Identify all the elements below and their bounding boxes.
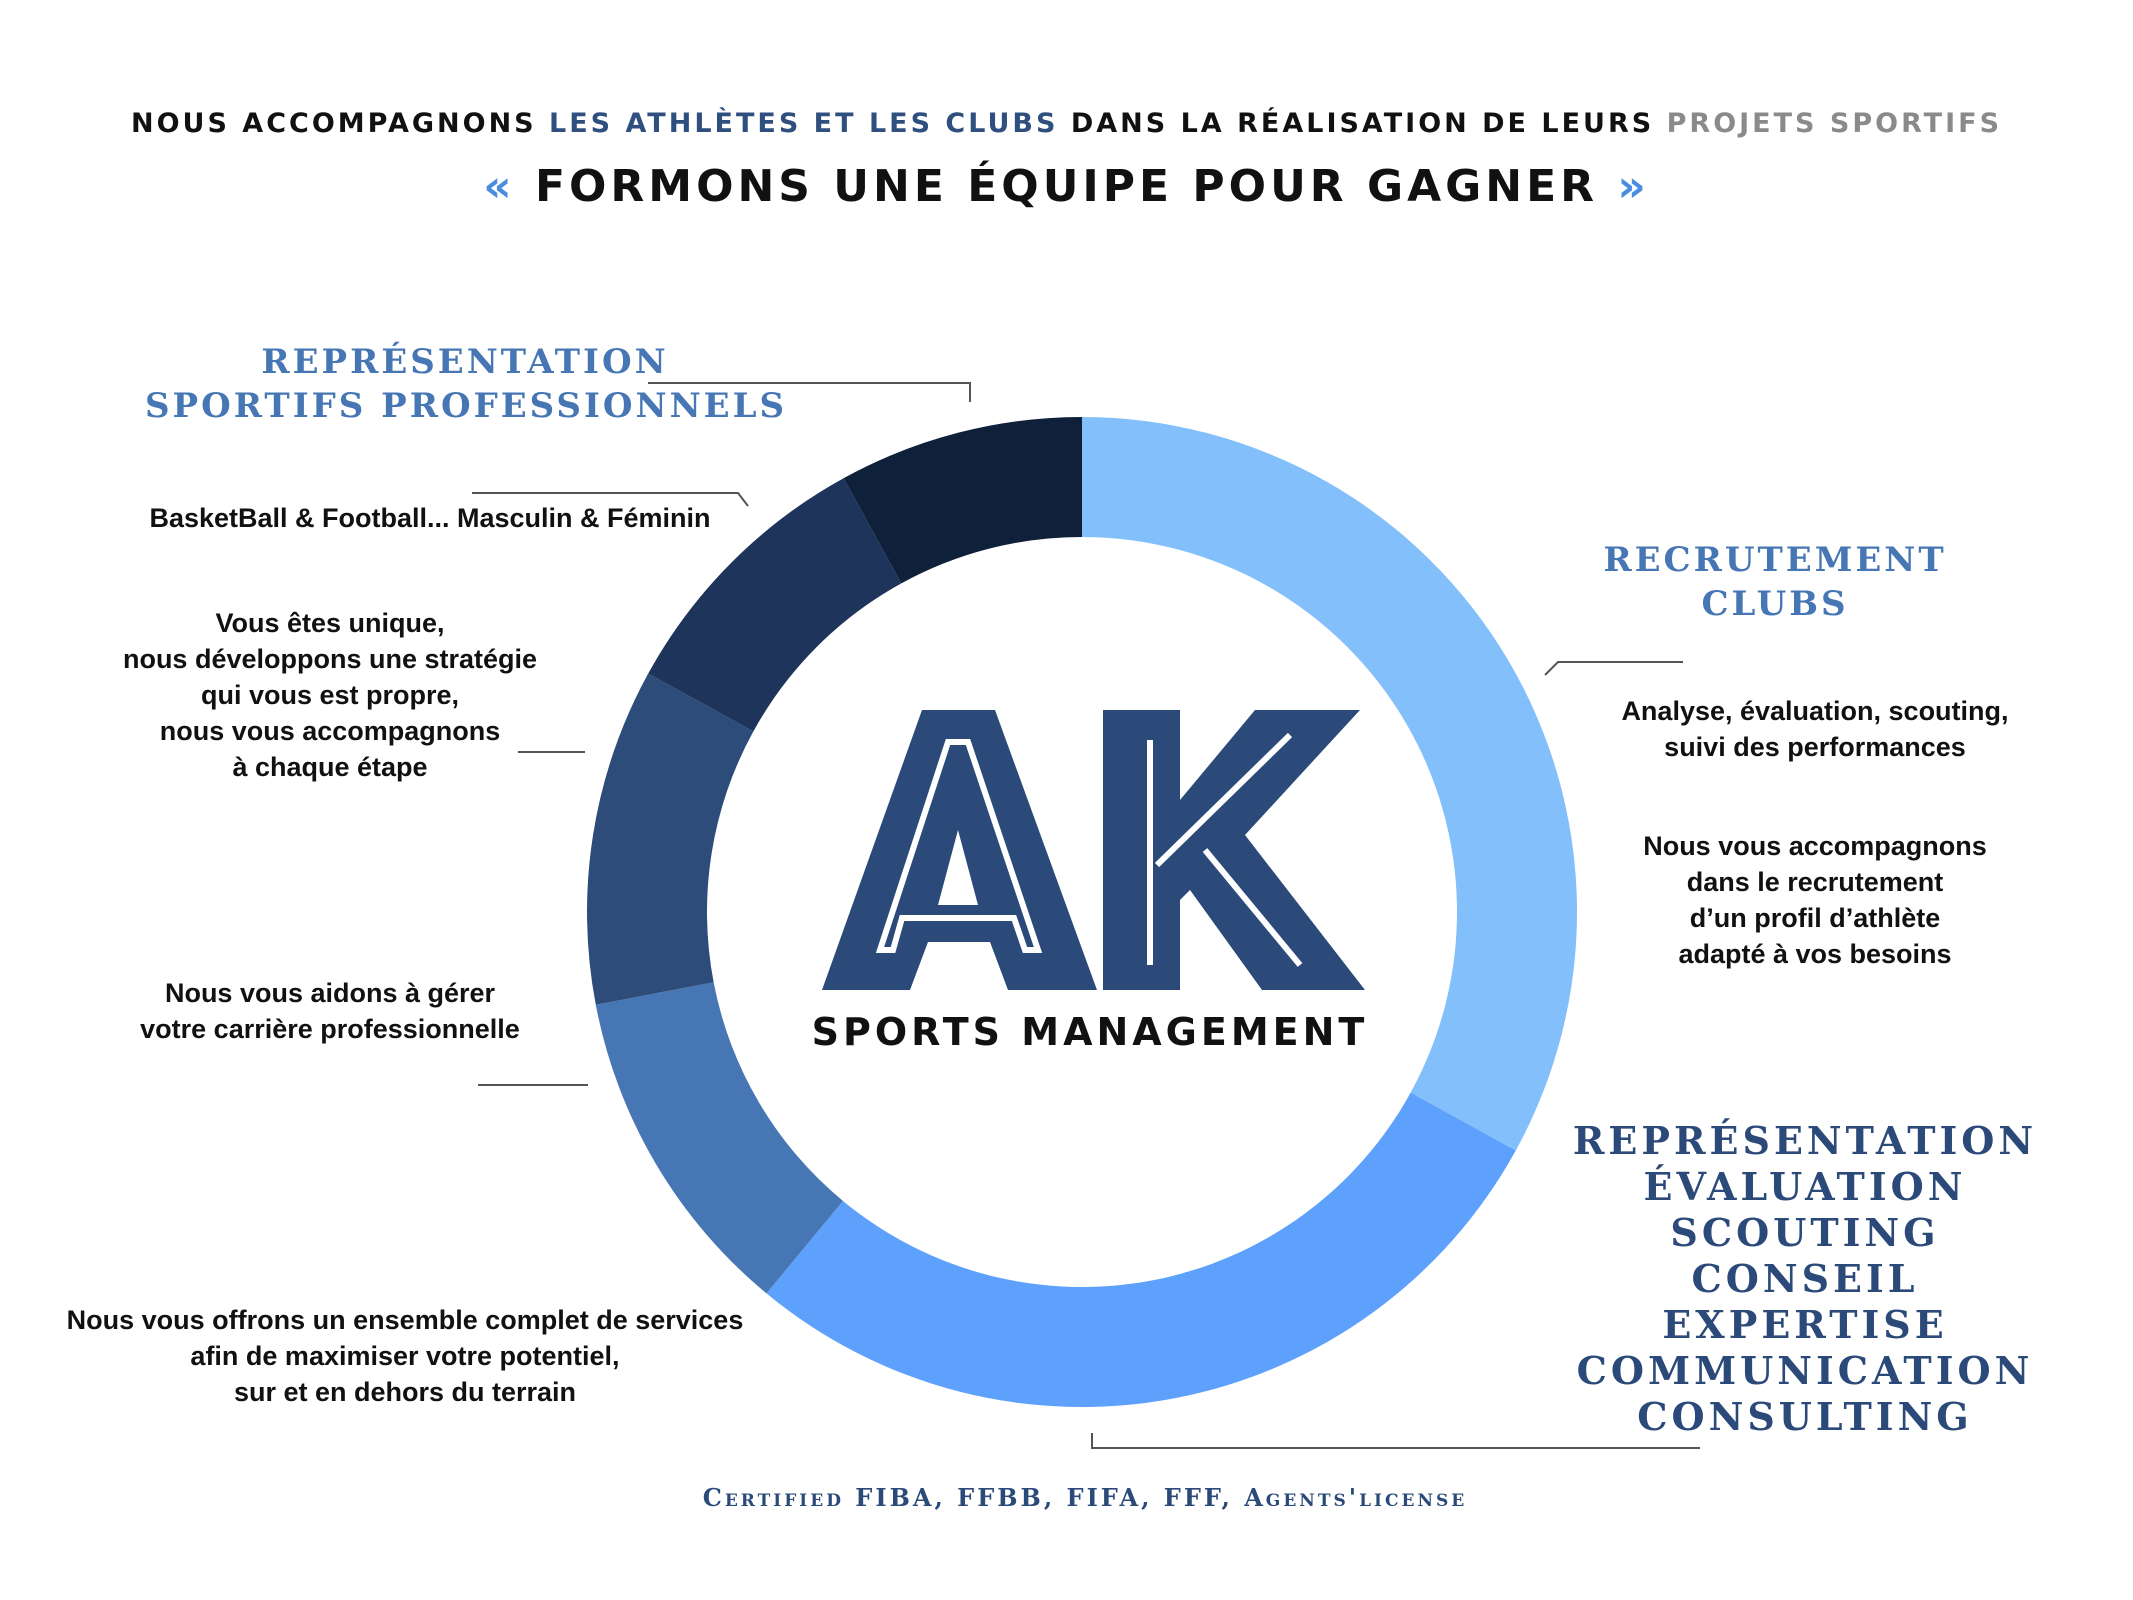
note-unique-line3: qui vous est propre, [200, 680, 460, 710]
note-recruit-line2: dans le recrutement [1686, 867, 1944, 897]
note-unique-line2: nous développons une stratégie [122, 644, 538, 674]
service-item: CONSULTING [1637, 1394, 1973, 1439]
connector-recruitment [1545, 662, 1683, 675]
note-unique-line5: à chaque étape [232, 752, 428, 782]
tagline-part1: NOUS ACCOMPAGNONS [130, 108, 550, 139]
donut-segment-4 [587, 674, 753, 1005]
donut-segment-2 [766, 1093, 1515, 1407]
note-analysis [1570, 693, 2060, 765]
note-services-line2: afin de maximiser votre potentiel, [190, 1341, 620, 1371]
note-career-line1: Nous vous aidons à gérer [164, 978, 496, 1008]
service-item: CONSEIL [1691, 1256, 1919, 1301]
logo-letter-k [1103, 710, 1365, 990]
tagline-highlight: LES ATHLÈTES ET LES CLUBS [549, 108, 1059, 139]
note-recruit-line4: adapté à vos besoins [1678, 939, 1952, 969]
motto-close-quote: » [1617, 161, 1650, 212]
service-item: SCOUTING [1670, 1210, 1940, 1255]
motto-open-quote: « [483, 161, 516, 212]
tagline-gray: PROJETS SPORTIFS [1666, 108, 2003, 139]
service-item: EXPERTISE [1662, 1302, 1948, 1347]
note-services-line1: Nous vous offrons un ensemble complet de services [66, 1305, 744, 1335]
service-item: COMMUNICATION [1576, 1348, 2034, 1393]
note-services [20, 1302, 790, 1410]
heading-representation [145, 340, 788, 428]
heading-recruitment [1530, 538, 2020, 626]
services-list [1520, 1118, 2090, 1440]
note-unique-line4: nous vous accompagnons [159, 716, 501, 746]
service-item: ÉVALUATION [1643, 1164, 1967, 1209]
note-recruit-line3: d’un profil d’athlète [1689, 903, 1941, 933]
tagline-part2: DANS LA RÉALISATION DE LEURS [1058, 108, 1667, 139]
heading-representation-line1: REPRÉSENTATION [261, 342, 669, 382]
heading-recruitment-line1: RECRUTEMENT [1603, 540, 1947, 580]
logo-subtitle: SPORTS MANAGEMENT [811, 1010, 1369, 1054]
note-unique [90, 605, 570, 785]
footer-certification: Certified FIBA, FFBB, FIFA, FFF, Agents'license [702, 1483, 1468, 1512]
motto-text: FORMONS UNE ÉQUIPE POUR GAGNER [515, 161, 1618, 212]
service-item: REPRÉSENTATION [1572, 1118, 2038, 1163]
note-sports: BasketBall & Football... Masculin & Féminin [149, 503, 711, 533]
ak-logo [822, 710, 1365, 990]
note-recruit [1570, 828, 2060, 972]
heading-representation-line2: SPORTIFS PROFESSIONNELS [145, 386, 788, 427]
note-career-line2: votre carrière professionnelle [140, 1014, 520, 1044]
donut-segments [587, 417, 1577, 1407]
heading-recruitment-line2: CLUBS [1701, 584, 1849, 625]
note-services-line3: sur et en dehors du terrain [233, 1377, 577, 1407]
note-unique-line1: Vous êtes unique, [215, 608, 445, 638]
note-analysis-line1: Analyse, évaluation, scouting, [1621, 696, 2009, 726]
note-analysis-line2: suivi des performances [1664, 732, 1966, 762]
note-recruit-line1: Nous vous accompagnons [1643, 831, 1987, 861]
note-career [90, 975, 570, 1047]
